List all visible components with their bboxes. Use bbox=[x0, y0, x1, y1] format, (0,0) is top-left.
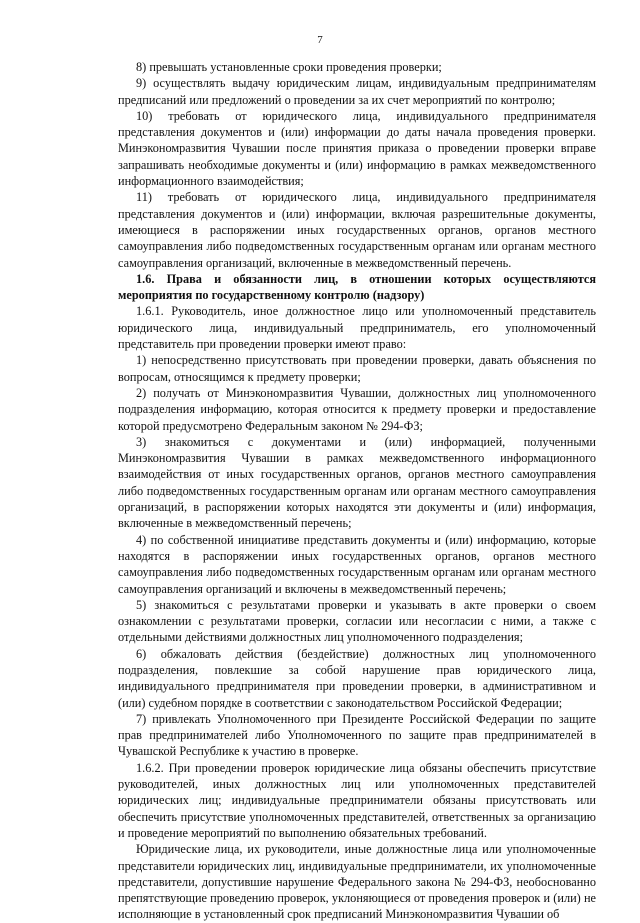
paragraph-right-7: 7) привлекать Уполномоченного при Президенте Российской Федерации по защите прав предпринимателей либо Уполномоченного по защите прав предпринимателей в Чувашской Республике к участию в проверке. bbox=[118, 711, 596, 759]
paragraph-liability: Юридические лица, их руководители, иные должностные лица или уполномоченные представители юридических лиц, индивидуальные предприниматели, их уполномоченные представители, допустившие нарушение Федерального закона № 294-ФЗ, необоснованно препятствующие проведению проверок, уклоняющиеся от проведения проверок и (или) не исполняющие в установленный срок предписаний Минэкономразвития Чувашии об bbox=[118, 842, 596, 922]
paragraph-1-6-2: 1.6.2. При проведении проверок юридические лица обязаны обеспечить присутствие руководителей, иных должностных лиц или уполномоченных представителей юридических лиц; индивидуальные предприниматели обязаны присутствовать или обеспечить присутствие уполномоченных представителей, ответственных за организацию и проведение мероприятий по выполнению обязательных требований. bbox=[118, 760, 596, 840]
paragraph-item-11: 11) требовать от юридического лица, индивидуального предпринимателя представления документов и (или) информации, включая разрешительные документы, имеющиеся в распоряжении иных государственных органов, органов местного самоуправления либо подведомственных государственным органам или органам местного самоуправления организаций, включенные в межведомственный перечень. bbox=[118, 190, 596, 270]
document-body bbox=[118, 59, 596, 923]
paragraph-right-3: 3) знакомиться с документами и (или) информацией, полученными Минэкономразвития Чувашии в рамках межведомственного информационного взаимодействия от иных государственных органов, органов местного самоуправления либо подведомственных государственным органам или органам местного самоуправления организаций, в распоряжении которых находятся эти документы и (или) информация, включенные в межведомственный перечень; bbox=[118, 434, 596, 531]
paragraph-item-8: 8) превышать установленные сроки проведения проверки; bbox=[136, 60, 442, 74]
paragraph-item-9: 9) осуществлять выдачу юридическим лицам, индивидуальным предпринимателям предписаний или предложений о проведении за их счет мероприятий по контролю; bbox=[118, 76, 596, 107]
page-number: 7 bbox=[317, 34, 323, 46]
paragraph-right-4: 4) по собственной инициативе представить документы и (или) информацию, которые находятся в распоряжении иных государственных органов, органов местного самоуправления либо подведомственных государственным органам или органам местного самоуправления организаций и включены в межведомственный перечень; bbox=[118, 532, 596, 596]
paragraph-right-6: 6) обжаловать действия (бездействие) должностных лиц уполномоченного подразделения, повлекшие за собой нарушение прав юридического лица, индивидуального предпринимателя при проведении проверки, в административном и (или) судебном порядке в соответствии с законодательством Российской Федерации; bbox=[118, 646, 596, 710]
paragraph-right-1: 1) непосредственно присутствовать при проведении проверки, давать объяснения по вопросам, относящимся к предмету проверки; bbox=[118, 353, 596, 384]
paragraph-1-6-1: 1.6.1. Руководитель, иное должностное лицо или уполномоченный представитель юридического лица, индивидуальный предприниматель, его уполномоченный представитель при проведении проверки имеют право: bbox=[118, 304, 596, 352]
paragraph-right-2: 2) получать от Минэкономразвития Чувашии, должностных лиц уполномоченного подразделения информацию, которая относится к предмету проверки и предоставление которой предусмотрено Федеральным законом № 294-ФЗ; bbox=[118, 385, 596, 433]
section-heading-1-6: 1.6. Права и обязанности лиц, в отношении которых осуществляются мероприятия по государственному контролю (надзору) bbox=[118, 271, 596, 303]
paragraph-right-5: 5) знакомиться с результатами проверки и указывать в акте проверки о своем ознакомлении с результатами проверки, согласии или несогласии с ними, а также с отдельными действиями должностных лиц уполномоченного подразделения; bbox=[118, 597, 596, 645]
paragraph-item-10: 10) требовать от юридического лица, индивидуального предпринимателя представления документов и (или) информации до даты начала проведения проверки. Минэкономразвития Чувашии после принятия приказа о проведении проверки вправе запрашивать необходимые документы и (или) информацию в рамках межведомственного информационного взаимодействия; bbox=[118, 108, 596, 189]
